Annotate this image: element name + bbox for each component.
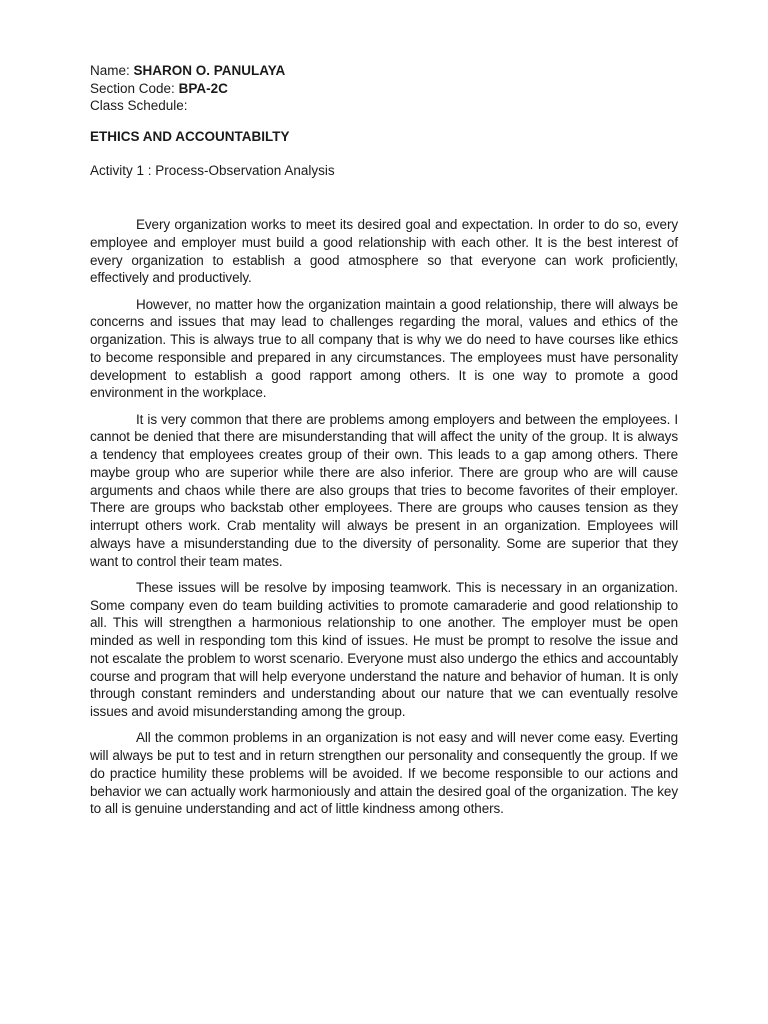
class-schedule-label: Class Schedule:	[90, 98, 188, 113]
section-label: Section Code:	[90, 80, 175, 96]
essay-paragraph-5: All the common problems in an organization is not easy and will never come easy. Everting will always be put to test and in return strengthen our personality and consequently the group. If we do practice humility these problems will be avoided. If we become responsible to our actions and behavior we can actually work harmoniously and attain the desired goal of the organization. The key to all is genuine understanding and act of little kindness among others.	[90, 730, 678, 817]
essay-body	[90, 216, 678, 827]
name-label: Name:	[90, 63, 130, 78]
student-name: SHARON O. PANULAYA	[133, 63, 286, 78]
essay-paragraph-2: However, no matter how the organization maintain a good relationship, there will always be concerns and issues that may lead to challenges regarding the moral, values and ethics of the organization. This is always true to all company that is why we do need to have courses like ethics to become responsible and prepared in any circumstances. The employees must have personality development to establish a good rapport among others. It is one way to promote a good environment in the workplace.	[90, 296, 678, 401]
document-title: ETHICS AND ACCOUNTABILTY	[90, 129, 290, 144]
student-info-block	[90, 62, 680, 115]
essay-paragraph-1: Every organization works to meet its desired goal and expectation. In order to do so, every employee and employer must build a good relationship with each other. It is the best interest of every organization to establish a good atmosphere so that everyone can work proficiently, effectively and productively.	[90, 217, 678, 286]
class-schedule-line	[90, 97, 680, 115]
section-line	[90, 80, 680, 98]
essay-paragraph-4: These issues will be resolve by imposing teamwork. This is necessary in an organization. Some company even do team building activities to promote camaraderie and good relationship to all. This will strengthen a harmonious relationship to one another. The employer must be open minded as well in responding tom this kind of issues. He must be prompt to resolve the issue and not escalate the problem to worst scenario. Everyone must also undergo the ethics and accountably course and program that will help everyone understand the nature and behavior of human. It is only through constant reminders and understanding about our nature that we can eventually resolve issues and avoid misunderstanding among the group.	[90, 579, 678, 719]
essay-paragraph-3: It is very common that there are problems among employers and between the employees. I cannot be denied that there are misunderstanding that will affect the unity of the group. It is always a tendency that employees creates group of their own. This leads to a gap among others. There maybe group who are superior while there are also inferior. There are group who are will cause arguments and chaos while there are also groups that tries to become favorites of their employer. There are groups who backstab other employees. There are groups who causes tension as they interrupt others work. Crab mentality will always be present in an organization. Employees will always have a misunderstanding due to the diversity of personality. Some are superior that they want to control their team mates.	[90, 411, 678, 569]
name-line	[90, 62, 680, 80]
section-code: BPA-2C	[178, 80, 228, 96]
activity-heading: Activity 1 : Process-Observation Analysis	[90, 163, 335, 178]
